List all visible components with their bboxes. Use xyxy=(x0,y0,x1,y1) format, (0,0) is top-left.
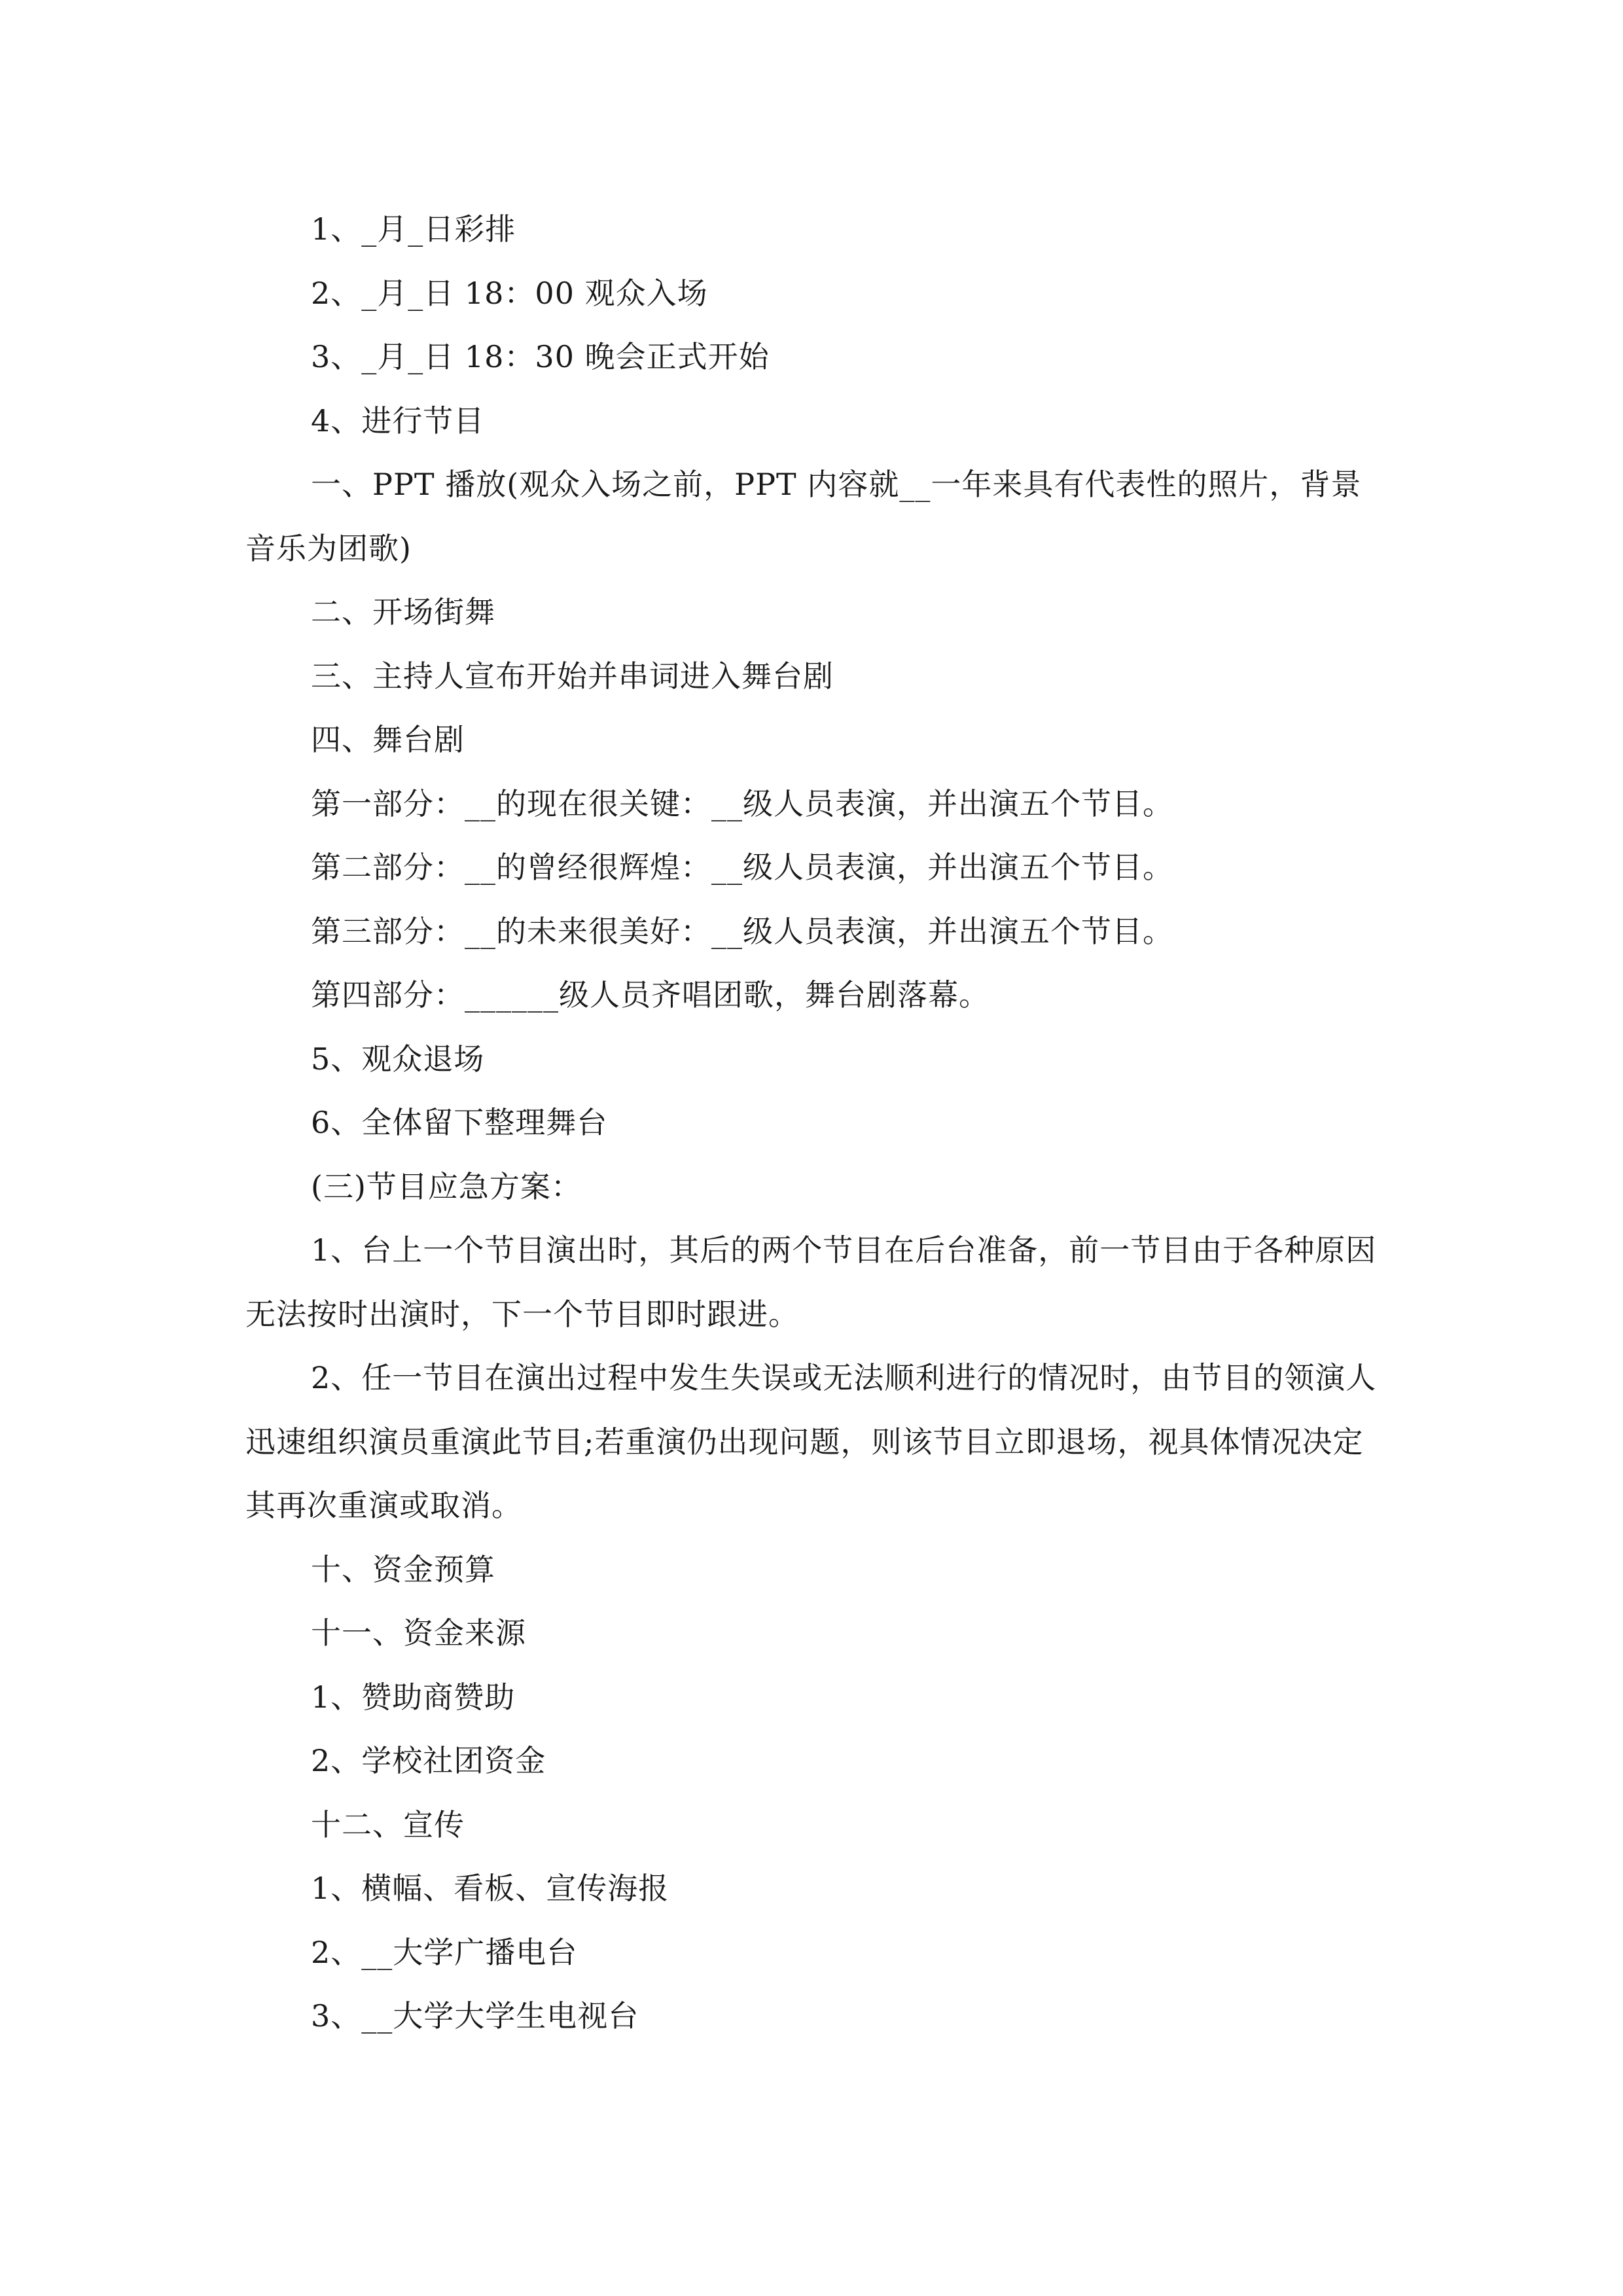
emergency-item-2: 2、任一节目在演出过程中发生失误或无法顺利进行的情况时，由节目的领演人迅速组织演员重演此节目;若重演仍出现问题，则该节目立即退场，视具体情况决定其再次重演或取消。 xyxy=(245,1360,1377,1523)
section-heading-publicity: 十二、宣传 xyxy=(311,1806,465,1842)
schedule-item-cleanup: 6、全体留下整理舞台 xyxy=(311,1105,608,1140)
schedule-item-gala-start: 3、_月_日 18：30 晚会正式开始 xyxy=(311,339,770,374)
funding-item-club: 2、学校社团资金 xyxy=(311,1743,546,1778)
schedule-item-audience-entry: 2、_月_日 18：00 观众入场 xyxy=(311,275,708,311)
stage-play-part-4: 第四部分：______级人员齐唱团歌，舞台剧落幕。 xyxy=(311,977,990,1013)
publicity-item-tv: 3、__大学大学生电视台 xyxy=(311,1998,639,2034)
section-heading-funding: 十一、资金来源 xyxy=(311,1615,526,1651)
program-host-intro: 三、主持人宣布开始并串词进入舞台剧 xyxy=(311,658,834,694)
emergency-item-1: 1、台上一个节目演出时，其后的两个节目在后台准备，前一节目由于各种原因无法按时出演时，下一个节目即时跟进。 xyxy=(245,1232,1377,1332)
program-stage-play: 四、舞台剧 xyxy=(311,722,465,757)
document-body xyxy=(245,198,1381,2049)
program-street-dance: 二、开场街舞 xyxy=(311,594,495,630)
funding-item-sponsor: 1、赞助商赞助 xyxy=(311,1679,516,1715)
publicity-item-radio: 2、__大学广播电台 xyxy=(311,1934,578,1970)
stage-play-part-1: 第一部分：__的现在很关键：__级人员表演，并出演五个节目。 xyxy=(311,785,1173,821)
publicity-item-banners: 1、横幅、看板、宣传海报 xyxy=(311,1871,669,1906)
stage-play-part-3: 第三部分：__的未来很美好：__级人员表演，并出演五个节目。 xyxy=(311,913,1173,949)
program-ppt: 一、PPT 播放(观众入场之前，PPT 内容就__一年来具有代表性的照片，背景音乐为团歌) xyxy=(245,467,1362,566)
section-heading-emergency: (三)节目应急方案： xyxy=(311,1168,582,1204)
schedule-item-rehearsal: 1、_月_日彩排 xyxy=(311,211,516,247)
schedule-item-programs: 4、进行节目 xyxy=(311,403,485,439)
section-heading-budget: 十、资金预算 xyxy=(311,1551,495,1587)
schedule-item-audience-exit: 5、观众退场 xyxy=(311,1041,485,1077)
stage-play-part-2: 第二部分：__的曾经很辉煌：__级人员表演，并出演五个节目。 xyxy=(311,850,1173,885)
